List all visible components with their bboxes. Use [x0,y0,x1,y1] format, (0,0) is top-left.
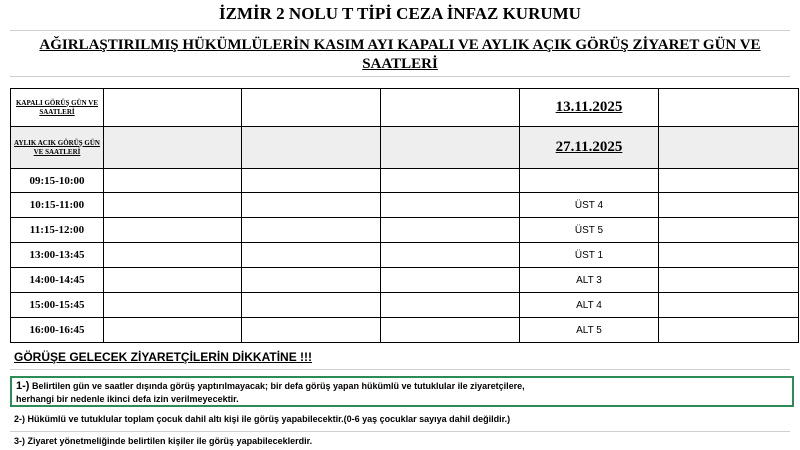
ward-slot: ALT 4 [520,293,659,318]
table-row [11,193,799,218]
open-visit-row [11,127,799,169]
empty-cell [104,89,242,127]
subtitle-line-2: SAATLERİ [362,56,438,72]
subtitle-line-1: AĞIRLAŞTIRILMIŞ HÜKÜMLÜLERİN KASIM AYI KAPALI VE AYLIK AÇIK GÖRÜŞ ZİYARET GÜN VE [39,37,761,53]
time-slot: 16:00-16:45 [11,318,104,343]
table-row [11,218,799,243]
open-visit-label: AYLIK ACIK GÖRÜŞ GÜN VE SAATLERİ [11,127,104,169]
table-row [11,243,799,268]
ward-slot: ÜST 1 [520,243,659,268]
notice-item-1-line-1: Belirtilen gün ve saatler dışında görüş yaptırılmayacak; bir defa görüş yapan hükümlü ve tutuklular ile ziyaretçilere, [29,381,525,391]
notice-item-1 [10,376,794,407]
notice-item-1-line-2: herhangi bir nedenle ikinci defa izin verilmeyecektir. [16,394,239,404]
ward-slot: ÜST 4 [520,193,659,218]
grid-divider [10,76,790,77]
table-row [11,293,799,318]
open-visit-date: 27.11.2025 [520,127,659,169]
page-subtitle [10,36,790,74]
notice-item-2: 2-) Hükümlü ve tutuklular toplam çocuk dahil altı kişi ile görüş yapabilecektir.(0-6 yaş çocuklar sayıya dahil değildir.) [14,414,511,424]
notice-item-3: 3-) Ziyaret yönetmeliğinde belirtilen kişiler ile görüş yapabileceklerdir. [14,436,313,446]
notice-item-1-number: 1-) [16,380,30,392]
notice-heading: GÖRÜŞE GELECEK ZİYARETÇİLERİN DİKKATİNE !!! [14,350,313,364]
closed-visit-row [11,89,799,127]
grid-divider [10,369,790,370]
empty-cell [381,127,520,169]
table-row [11,268,799,293]
time-slot: 10:15-11:00 [11,193,104,218]
empty-cell [659,89,799,127]
grid-divider [10,30,790,31]
page-title: İZMİR 2 NOLU T TİPİ CEZA İNFAZ KURUMU [219,4,581,23]
closed-visit-date: 13.11.2025 [520,89,659,127]
ward-slot: ÜST 5 [520,218,659,243]
empty-cell [104,127,242,169]
time-slot: 15:00-15:45 [11,293,104,318]
time-slot: 14:00-14:45 [11,268,104,293]
table-row [11,318,799,343]
ward-slot: ALT 3 [520,268,659,293]
schedule-table [10,88,799,343]
empty-cell [381,89,520,127]
ward-slot: ALT 5 [520,318,659,343]
empty-cell [242,89,381,127]
grid-divider [10,431,790,432]
closed-visit-label: KAPALI GÖRÜŞ GÜN VE SAATLERİ [11,89,104,127]
ward-slot [520,169,659,193]
time-slot: 13:00-13:45 [11,243,104,268]
empty-cell [659,127,799,169]
table-row [11,169,799,193]
time-slot: 09:15-10:00 [11,169,104,193]
time-slot: 11:15-12:00 [11,218,104,243]
empty-cell [242,127,381,169]
